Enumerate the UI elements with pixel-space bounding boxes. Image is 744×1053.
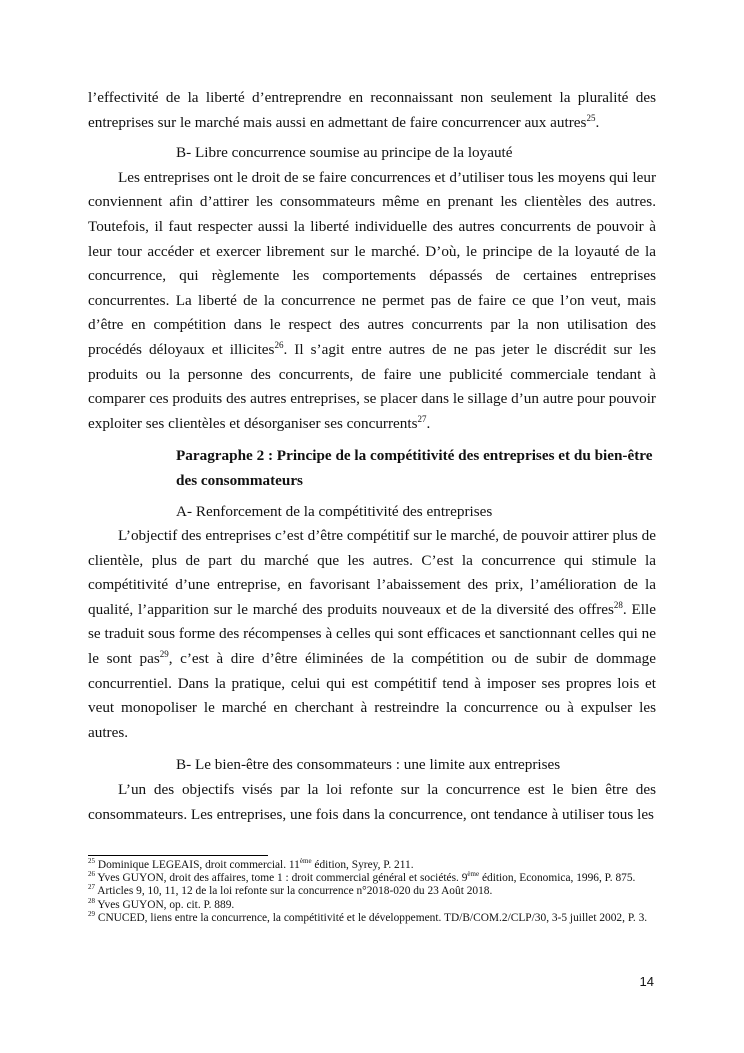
subheading-b-loyaute: B- Libre concurrence soumise au principe de la loyauté <box>176 144 513 162</box>
paragraph-1 <box>88 86 656 135</box>
footnote-27: $^{27}$ Articles 9, 10, 11, 12 de la loi refonte sur la concurrence n°2018-020 du 23 Août 2018. <box>88 883 493 898</box>
paragraph-text: . Elle se traduit sous forme des récompenses à celles qui sont efficaces et sanctionnant celles qui ne le sont pas <box>88 600 656 668</box>
footnotes <box>88 859 660 925</box>
footnote-28: $^{28}$ Yves GUYON, op. cit. P. 889. <box>88 896 235 911</box>
subheading-b-bien-etre: B- Le bien-être des consommateurs : une limite aux entreprises <box>176 756 561 774</box>
footnote-ref[interactable]: 29 <box>159 649 169 659</box>
footnote-ref[interactable]: 27 <box>417 413 427 424</box>
footnote-26: $^{26}$ Yves GUYON, droit des affaires, tome 1 : droit commercial général et sociétés. 9ème édition, Economica, 1996, P. 875. <box>88 870 636 885</box>
footnote-separator <box>88 855 268 856</box>
paragraph-text: l’effectivité de la liberté d’entreprendre en reconnaissant non seulement la pluralité des entreprises sur le marché mais aussi en admettant de faire concurrencer aux autres <box>88 89 656 131</box>
page-body <box>88 86 656 827</box>
page-number: 14 <box>639 974 654 989</box>
footnote-ref[interactable]: 26 <box>274 339 284 350</box>
paragraph-text: . Il s’agit entre autres de ne pas jeter le discrédit sur les produits ou la personne des concurrents, de faire une publicité commerciale tendant à comparer ces produits des autres entreprises, se placer dans le sillage d’un autre pour pouvoir exploiter ses clientèles et désorganiser ses concurrents <box>88 340 657 432</box>
paragraph-3 <box>88 524 656 745</box>
section-heading-paragraphe-2: Paragraphe 2 : Principe de la compétitivité des entreprises et du bien-être des consommateurs <box>176 447 653 489</box>
paragraph-text: . <box>426 414 431 432</box>
paragraph-4: L’un des objectifs visés par la loi refonte sur la concurrence est le bien être des consommateurs. Les entreprises, une fois dans la concurrence, ont tendance à utiliser tous les <box>88 781 656 823</box>
paragraph-text: . <box>595 113 600 131</box>
footnote-ref[interactable]: 28 <box>613 599 623 610</box>
footnote-ref[interactable]: 25 <box>586 112 596 123</box>
paragraph-text: L’objectif des entreprises c’est d’être compétitif sur le marché, de pouvoir attirer plus de clientèle, plus de part du marché que les autres. C’est la concurrence qui stimule la compétitivité d’une entreprise, en favorisant l’abaissement des prix, l’amélioration de la qualité, l’apparition sur le marché des produits nouveaux et de la diversité des offres <box>88 527 656 618</box>
paragraph-2 <box>88 166 656 437</box>
paragraph-text: , c’est à dire d’être éliminées de la compétition ou de subir de dommage concurrentiel. Dans la pratique, celui qui est compétitif tend à imposer ses propres lois et veut monopoliser le marché en cherchant à restreindre la concurrence ou à expulser les autres. <box>88 650 656 741</box>
footnote-29: $^{29}$ CNUCED, liens entre la concurrence, la compétitivité et le développement. TD/B/COM.2/CLP/30, 3-5 juillet 2002, P. 3. <box>88 910 648 924</box>
paragraph-text: Les entreprises ont le droit de se faire concurrences et d’utiliser tous les moyens qui leur conviennent afin d’attirer les consommateurs même en prenant les clientèles des autres. Toutefois, il faut respecter aussi la liberté individuelle des autres concurrents de pouvoir à leur tour accéder et exercer librement sur le marché. D’où, le principe de la loyauté de la concurrence, qui règlemente les comportements dépassés de certaines entreprises concurrentes. La liberté de la concurrence ne permet pas de faire ce que l’on veut, mais d’être en compétition dans le respect des autres concurrents par la non utilisation des procédés déloyaux et illicites <box>88 168 656 358</box>
footnote-25: $^{25}$ Dominique LEGEAIS, droit commercial. 11ème édition, Syrey, P. 211. <box>88 857 414 871</box>
subheading-a-competitivite: A- Renforcement de la compétitivité des entreprises <box>176 502 493 520</box>
